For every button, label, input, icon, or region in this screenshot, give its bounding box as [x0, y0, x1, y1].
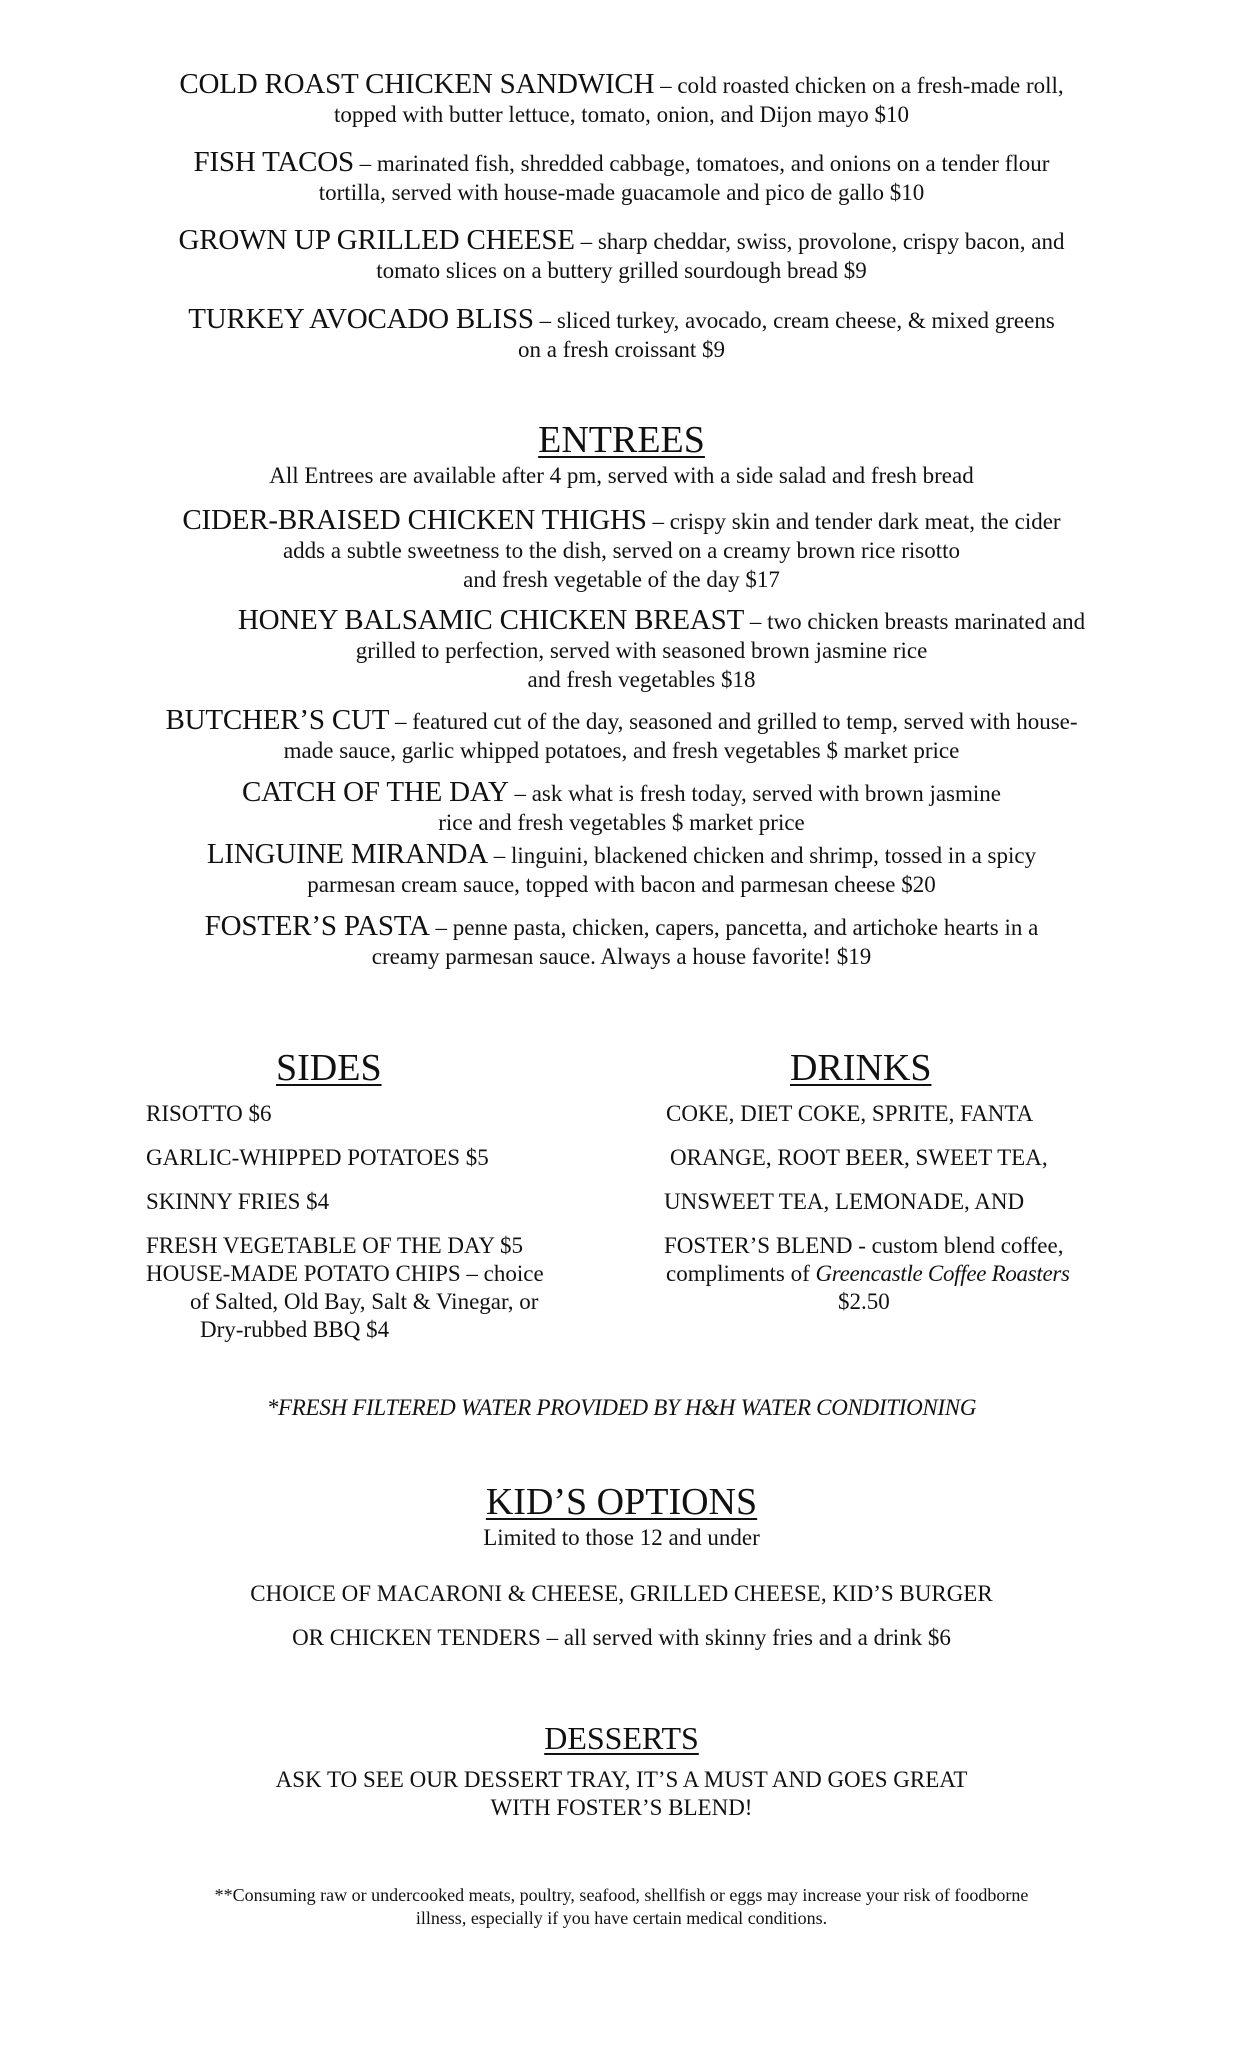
item-name: HOUSE-MADE POTATO CHIPS: [146, 1261, 461, 1286]
item-description: of Salted, Old Bay, Salt & Vinegar, or: [190, 1289, 539, 1314]
entrees-header: [0, 418, 1243, 490]
item-name: FOSTER’S PASTA: [204, 910, 430, 942]
item-description: and fresh vegetables $18: [527, 667, 756, 692]
desserts-line: ASK TO SEE OUR DESSERT TRAY, IT’S A MUST AND GOES GREAT: [275, 1767, 968, 1792]
item-name: COLD ROAST CHICKEN SANDWICH: [179, 68, 655, 100]
item-description: rice and fresh vegetables $ market price: [438, 810, 805, 835]
item-name: CATCH OF THE DAY: [242, 776, 509, 808]
item-description: tomato slices on a buttery grilled sourdough bread $9: [376, 258, 867, 283]
item-name: FOSTER’S BLEND: [664, 1233, 853, 1258]
item-description: cold roasted chicken on a fresh-made roll,: [677, 73, 1064, 98]
sandwich-item: COLD ROAST CHICKEN SANDWICH – cold roasted chicken on a fresh-made roll, topped with butter lettuce, tomato, onion, and Dijon mayo $10: [0, 70, 1243, 129]
item-description: two chicken breasts marinated and: [767, 609, 1086, 634]
item-description: topped with butter lettuce, tomato, onion, and Dijon mayo $10: [334, 102, 909, 127]
side-item: HOUSE-MADE POTATO CHIPS – choice: [146, 1261, 544, 1286]
section-heading: DRINKS: [790, 1047, 932, 1089]
section-heading: KID’S OPTIONS: [485, 1481, 758, 1523]
item-name: FISH TACOS: [193, 146, 354, 178]
item-description: creamy parmesan sauce. Always a house favorite! $19: [371, 944, 872, 969]
item-description: ask what is fresh today, served with brown jasmine: [531, 781, 1001, 806]
item-description: parmesan cream sauce, topped with bacon and parmesan cheese $20: [307, 872, 936, 897]
kids-line: OR CHICKEN TENDERS – all served with skinny fries and a drink $6: [292, 1625, 951, 1650]
item-name: BUTCHER’S CUT: [165, 704, 390, 736]
item-description: made sauce, garlic whipped potatoes, and fresh vegetables $ market price: [283, 738, 960, 763]
water-note: *FRESH FILTERED WATER PROVIDED BY H&H WATER CONDITIONING: [266, 1395, 977, 1420]
roaster-name: Greencastle Coffee Roasters: [815, 1261, 1070, 1286]
disclaimer-line: illness, especially if you have certain medical conditions.: [415, 1908, 828, 1928]
side-item: FRESH VEGETABLE OF THE DAY $5: [146, 1233, 524, 1258]
side-item: RISOTTO $6: [146, 1101, 272, 1126]
item-name: TURKEY AVOCADO BLISS: [188, 303, 534, 335]
item-description: penne pasta, chicken, capers, pancetta, and artichoke hearts in a: [452, 915, 1039, 940]
item-description: tortilla, served with house-made guacamole and pico de gallo $10: [318, 180, 925, 205]
item-description: sharp cheddar, swiss, provolone, crispy bacon, and: [597, 229, 1065, 254]
item-description: and fresh vegetable of the day $17: [463, 567, 780, 592]
item-name: CIDER-BRAISED CHICKEN THIGHS: [182, 504, 647, 536]
side-item: GARLIC-WHIPPED POTATOES $5: [146, 1145, 489, 1170]
item-description: crispy skin and tender dark meat, the cider: [669, 509, 1061, 534]
entree-item: FOSTER’S PASTA – penne pasta, chicken, capers, pancetta, and artichoke hearts in a creamy parmesan sauce. Always a house favorite! $19: [0, 912, 1243, 971]
item-description: marinated fish, shredded cabbage, tomatoes, and onions on a tender flour: [376, 151, 1050, 176]
entree-item: LINGUINE MIRANDA – linguini, blackened chicken and shrimp, tossed in a spicy parmesan cream sauce, topped with bacon and parmesan cheese $20: [0, 840, 1243, 899]
section-subheading: Limited to those 12 and under: [483, 1525, 760, 1550]
drink-line: FOSTER’S BLEND - custom blend coffee,: [664, 1233, 1064, 1258]
section-subheading: All Entrees are available after 4 pm, served with a side salad and fresh bread: [269, 463, 974, 488]
section-heading: DESSERTS: [544, 1720, 699, 1756]
kids-section: [0, 1480, 1243, 1652]
desserts-section: [0, 1718, 1243, 1822]
sandwich-item: GROWN UP GRILLED CHEESE – sharp cheddar, swiss, provolone, crispy bacon, and tomato slices on a buttery grilled sourdough bread $9: [0, 226, 1243, 285]
item-name: HONEY BALSAMIC CHICKEN BREAST: [237, 604, 745, 636]
sides-section: [146, 1046, 616, 1344]
sandwich-item: FISH TACOS – marinated fish, shredded cabbage, tomatoes, and onions on a tender flour tortilla, served with house-made guacamole and pico de gallo $10: [0, 148, 1243, 207]
item-description: linguini, blackened chicken and shrimp, tossed in a spicy: [511, 843, 1037, 868]
entree-item: CIDER-BRAISED CHICKEN THIGHS – crispy skin and tender dark meat, the cider adds a subtle sweetness to the dish, served on a creamy brown rice risotto and fresh vegetable of the day $17: [0, 506, 1243, 594]
item-name: LINGUINE MIRANDA: [206, 838, 489, 870]
drink-line: COKE, DIET COKE, SPRITE, FANTA: [666, 1101, 1034, 1126]
kids-line: CHOICE OF MACARONI & CHEESE, GRILLED CHEESE, KID’S BURGER: [250, 1581, 993, 1606]
desserts-line: WITH FOSTER’S BLEND!: [490, 1795, 753, 1820]
sandwich-item: TURKEY AVOCADO BLISS – sliced turkey, avocado, cream cheese, & mixed greens on a fresh croissant $9: [0, 305, 1243, 364]
disclaimer-line: **Consuming raw or undercooked meats, poultry, seafood, shellfish or eggs may increase your risk of foodborne: [214, 1885, 1029, 1905]
entree-item: CATCH OF THE DAY – ask what is fresh today, served with brown jasmine rice and fresh vegetables $ market price: [0, 778, 1243, 837]
item-description: Dry-rubbed BBQ $4: [200, 1317, 390, 1342]
drinks-section: [664, 1046, 1104, 1316]
item-description: adds a subtle sweetness to the dish, served on a creamy brown rice risotto: [282, 538, 961, 563]
entree-item: HONEY BALSAMIC CHICKEN BREAST – two chicken breasts marinated and grilled to perfection, served with seasoned brown jasmine rice and fresh vegetables $18: [40, 606, 1243, 694]
drink-line: compliments of Greencastle Coffee Roasters: [666, 1261, 1070, 1286]
drink-price: $2.50: [838, 1289, 890, 1314]
entree-item: BUTCHER’S CUT – featured cut of the day, seasoned and grilled to temp, served with house- made sauce, garlic whipped potatoes, and fresh vegetables $ market price: [0, 706, 1243, 765]
item-description: featured cut of the day, seasoned and grilled to temp, served with house-: [412, 709, 1078, 734]
item-description: sliced turkey, avocado, cream cheese, & mixed greens: [556, 308, 1055, 333]
item-description: grilled to perfection, served with seasoned brown jasmine rice: [355, 638, 928, 663]
section-heading: ENTREES: [538, 419, 705, 461]
section-heading: SIDES: [276, 1047, 382, 1089]
item-description: on a fresh croissant $9: [518, 337, 725, 362]
drink-line: ORANGE, ROOT BEER, SWEET TEA,: [670, 1145, 1048, 1170]
disclaimer: [0, 1884, 1243, 1930]
side-item: SKINNY FRIES $4: [146, 1189, 330, 1214]
item-name: GROWN UP GRILLED CHEESE: [178, 224, 575, 256]
drink-line: UNSWEET TEA, LEMONADE, AND: [664, 1189, 1025, 1214]
